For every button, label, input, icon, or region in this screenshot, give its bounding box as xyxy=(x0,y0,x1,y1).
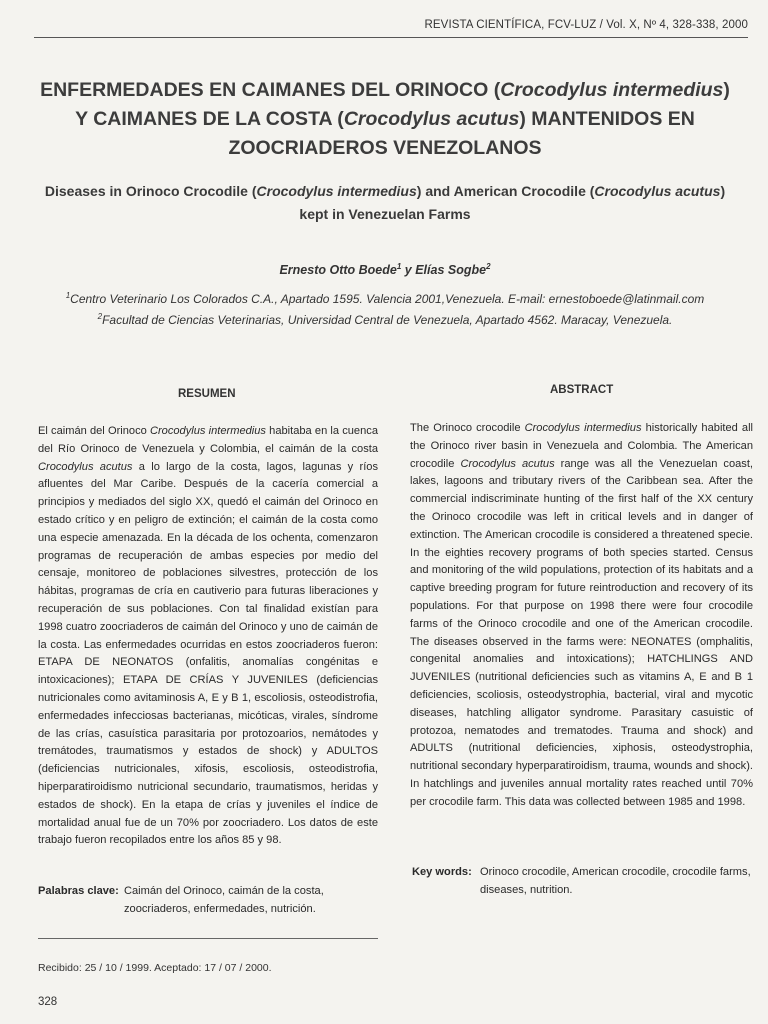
running-head xyxy=(34,19,748,38)
palabras-clave xyxy=(38,883,382,919)
key-words-text: Orinoco crocodile, American crocodile, crocodile farms, diseases, nutrition. xyxy=(480,866,751,896)
key-words-label: Key words: xyxy=(412,866,472,878)
journal-citation: REVISTA CIENTÍFICA, FCV-LUZ / Vol. X, Nº 4, 328-338, 2000 xyxy=(421,19,749,31)
affiliation-2: $^2$Facultad de Ciencias Veterinarias, Universidad Central de Venezuela, Apartado 4562. Maracay, Venezuela. xyxy=(97,312,673,327)
key-words xyxy=(412,864,754,900)
affiliation-1: $^1$Centro Veterinario Los Colorados C.A., Apartado 1595. Valencia 2001,Venezuela. E-mail: ernestoboede@latinmail.com xyxy=(65,291,705,306)
abstract-heading: ABSTRACT xyxy=(550,384,614,396)
received-accepted-dates: Recibido: 25 / 10 / 1999. Aceptado: 17 / 07 / 2000. xyxy=(38,962,272,974)
resumen-heading: RESUMEN xyxy=(178,388,236,400)
footnote-separator xyxy=(38,938,378,939)
resumen-text: El caimán del Orinoco Crocodylus intermedius habitaba en la cuenca del Río Orinoco de Venezuela y Colombia, el caimán de la costa Crocodylus acutus a lo largo de la costa, lagos, lagunas y ríos afluentes del Mar Caribe. Después de la cacería comercial a principios y mediados del siglo XX, quedó el caimán del Orinoco en estado crítico y en peligro de extinción; el caimán de la costa como una especie amenazada. En la década de los ochenta, comenzaron programas de recuperación de ambas especies por medio del censaje, monitoreo de poblaciones silvestres, protección de los hábitas, programas de cría en cautiverio para futuras liberaciones y recuperación de sus poblaciones. Con tal finalidad existían para 1998 cuatro zoocriaderos de caimán del Orinoco y uno de caimán de la costa. Las enfermedades ocurridas en estos zoocriaderos fueron: ETAPA DE NEONATOS (onfalitis, anomalías congénitas e intoxicaciones); ETAPA DE CRÍAS Y JUVENILES (deficiencias nutricionales como avitaminosis A, E y B 1, escoliosis, osteodistrofia, enfermedades infecciosas bacterianas, micóticas, virales, síndrome de las crías, casuística parasitaria por protozoarios, nemátodes y tremátodes, traumatismos y estados de shock) y ADULTOS (deficiencias nutricionales, xifosis, escoliosis, osteodistrofia, hiperparatiroidismo nutricional secundario, traumatismos, heridas y estados de shock). En la etapa de crías y juveniles el índice de mortalidad anual fue de un 70% por zoocriadero. Los datos de este trabajo fueron recopilados entre los años 85 y 98. xyxy=(38,425,378,847)
abstract-text: The Orinoco crocodile Crocodylus intermedius historically habited all the Orinoco river basin in Venezuela and Colombia. The American crocodile Crocodylus acutus range was all the Venezuelan coast, lakes, lagoons and tributary rivers of the Caribbean sea. After the commercial indiscriminate hunting of the first half of the XX century the Orinoco crocodile was left in critical levels and in danger of extinction. The American crocodile is considered a threatened specie. In the eighties recovery programs of both species started. Census and monitoring of the wild populations, protection of its habitats and a captive breeding program for future reintroduction and recovery of its populations. For that purpose on 1998 there were four crocodile farms of the Orinoco crocodile and one of the American crocodile. The diseases observed in the farms were: NEONATES (omphalitis, congenital anomalies and intoxications); HATCHLINGS AND JUVENILES (nutritional deficiencies such as vitamins A, E and B 1 deficiencies, scoliosis, osteodystrophia, bacterial, viral and mycotic diseases, hatchling alligator syndrome. Parasitary casuistic of protozoa, nematodes and trematodes. Trauma and shock) and ADULTS (nutritional deficiencies, xiphosis, osteodystrophia, nutritional secondary hyperparatiroidism, trauma, wounds and shock). In hatchlings and juveniles annual mortality rates reached until 70% per crocodile farm. This data was collected between 1985 and 1998. xyxy=(410,422,754,808)
affiliations xyxy=(40,287,730,329)
article-subtitle-english: Diseases in Orinoco Crocodile (Crocodylus intermedius) and American Crocodile (Crocodylus acutus) kept in Venezuelan Farms xyxy=(44,183,726,222)
article-title: ENFERMEDADES EN CAIMANES DEL ORINOCO (Crocodylus intermedius) Y CAIMANES DE LA COSTA (Crocodylus acutus) MANTENIDOS EN ZOOCRIADEROS VENEZOLANOS xyxy=(40,79,730,159)
page-number: 328 xyxy=(38,996,58,1008)
palabras-clave-text: Caimán del Orinoco, caimán de la costa, zoocriaderos, enfermedades, nutrición. xyxy=(124,885,324,915)
authors: Ernesto Otto Boede$^1$ y Elías Sogbe$^2$ xyxy=(279,262,491,278)
palabras-clave-label: Palabras clave: xyxy=(38,885,119,897)
